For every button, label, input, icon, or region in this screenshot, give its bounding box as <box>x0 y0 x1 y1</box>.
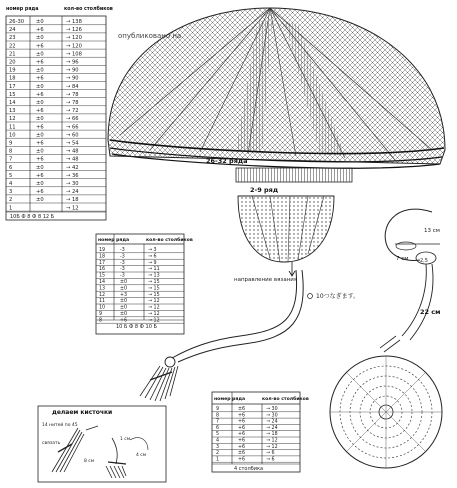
table-cell: → 90 <box>66 75 79 82</box>
table-cell: → 60 <box>66 132 79 139</box>
table-cell: 11 <box>9 124 16 131</box>
table-cell: 23 <box>9 35 16 42</box>
table-cell: 15 <box>99 273 106 279</box>
table-cell: 1 <box>216 457 220 463</box>
table-bottom <box>212 392 300 472</box>
table-cell: → 138 <box>66 19 82 25</box>
table-cell: → 48 <box>66 148 79 155</box>
table-cell: 10 <box>99 305 106 311</box>
tbot-footer: 4 столбика <box>234 466 264 472</box>
table-cell: 6 <box>216 425 220 431</box>
tmain-footer: 10Б Ф 8 Ф 8 12 Б <box>10 214 55 220</box>
table-cell: +6 <box>36 124 44 131</box>
connector-icon <box>308 294 313 299</box>
label-jp-note: 10つなぎます。 <box>316 293 360 300</box>
lamp-bulb <box>238 196 334 262</box>
label-13cm: 13 см <box>424 228 440 234</box>
table-cell: 17 <box>99 260 106 266</box>
table-cell: ±0 <box>120 312 128 317</box>
table-cell: 2 <box>9 197 13 204</box>
table-cell: 3 <box>216 444 220 450</box>
table-cell: -3 <box>120 254 125 260</box>
table-cell: 16 <box>99 267 106 273</box>
table-cell: → 42 <box>66 164 79 171</box>
table-cell: 22 <box>9 43 16 50</box>
table-cell: → 18 <box>66 197 79 204</box>
table-cell: -3 <box>120 267 125 273</box>
label-direction: направление вязания <box>234 277 298 283</box>
table-cell: → 66 <box>66 116 79 123</box>
table-cell: → 18 <box>266 432 278 438</box>
table-cell: 24 <box>9 27 16 34</box>
table-cell: +6 <box>36 59 44 66</box>
table-cell: → 15 <box>148 286 160 292</box>
tbot-header-1: номер ряда <box>214 397 246 402</box>
table-cell: → 36 <box>66 172 79 179</box>
table-cell: +6 <box>238 438 246 444</box>
table-cell: → 3 <box>148 248 157 253</box>
round-base <box>330 356 442 468</box>
table-cell: → 6 <box>148 254 157 260</box>
table-cell: 4 <box>216 438 220 444</box>
table-cell: → 15 <box>148 292 160 298</box>
tassel-title: делаем кисточки <box>52 409 113 416</box>
table-cell: 14 <box>9 100 16 106</box>
table-cell: ±0 <box>36 116 44 123</box>
table-cell: ±0 <box>36 197 44 204</box>
tassel-note-1: 14 нитей по 45 <box>42 423 78 428</box>
table-cell: → 30 <box>266 413 278 419</box>
table-cell: 20 <box>9 59 16 66</box>
table-cell: → 120 <box>66 35 82 42</box>
tassel-note-5: 4 см <box>136 453 147 458</box>
table-cell: 8 <box>9 148 13 155</box>
tassel-note-3: 8 см <box>84 459 95 464</box>
table-cell: ±6 <box>238 451 246 457</box>
table-cell: → 9 <box>148 260 157 266</box>
table-cell: 8 <box>99 318 103 324</box>
table-cell: 14 <box>99 280 106 285</box>
table-cell: 5 <box>9 172 13 179</box>
table-cell: → 6 <box>266 451 275 457</box>
tassel-note-2: связать <box>42 441 61 446</box>
tmain-header-2: кол-во столбиков <box>64 7 113 12</box>
table-cell: +6 <box>36 75 44 82</box>
table-cell: 8 <box>216 413 220 419</box>
table-cell: → 30 <box>266 407 278 412</box>
table-cell: 13 <box>9 108 16 115</box>
table-cell: ±0 <box>36 51 44 58</box>
direction-arrow <box>289 262 295 276</box>
table-cell: ±0 <box>36 35 44 42</box>
table-cell: → 12 <box>148 299 160 305</box>
table-cell: +6 <box>238 444 246 450</box>
table-cell: → 24 <box>66 189 79 196</box>
label-7cm: 7 см <box>396 256 409 262</box>
table-cell: 9 <box>9 140 13 147</box>
table-cell: 12 <box>99 292 106 298</box>
tmain-header-1: номер ряда <box>6 7 39 12</box>
table-cell: ±0 <box>120 280 128 285</box>
table-cell: 15 <box>9 91 16 98</box>
table-cell: ±6 <box>238 407 246 412</box>
table-cell: -3 <box>120 260 125 266</box>
table-cell: → 66 <box>66 124 79 131</box>
table-cell: → 24 <box>266 425 278 431</box>
table-cell: → 12 <box>148 312 160 317</box>
table-cell: 3 <box>9 189 13 196</box>
table-cell: → 12 <box>66 205 79 212</box>
lamp-neck-band <box>236 168 352 182</box>
table-main <box>6 16 106 220</box>
tbot-header-2: кол-во столбиков <box>262 397 309 402</box>
table-cell: → 78 <box>66 91 79 98</box>
table-cell: 5 <box>216 432 220 438</box>
table-cell: +6 <box>36 43 44 50</box>
table-cell: 19 <box>99 248 106 253</box>
table-cell: ±0 <box>36 100 44 106</box>
table-cell: 13 <box>99 286 106 292</box>
table-cell: → 54 <box>66 140 79 147</box>
table-cell: 12 <box>9 116 16 123</box>
table-cell: 6 <box>9 164 13 171</box>
lamp-cord <box>172 270 303 362</box>
table-cell: ±0 <box>120 286 128 292</box>
label-22cm: 22 см <box>420 308 441 316</box>
table-cell: ±0 <box>36 132 44 139</box>
table-cell: 19 <box>9 67 16 74</box>
table-cell: +6 <box>238 419 246 425</box>
table-cell: +6 <box>36 108 44 115</box>
table-cell: +6 <box>238 457 246 463</box>
table-cell: 4 <box>9 181 13 187</box>
table-cell: ±0 <box>36 181 44 187</box>
table-cell: ±0 <box>36 19 44 25</box>
table-cell: 11 <box>99 299 106 305</box>
table-cell: +3 <box>120 292 128 298</box>
table-cell: 2 <box>216 451 220 457</box>
table-cell: → 11 <box>148 267 160 273</box>
table-cell: +6 <box>238 425 246 431</box>
table-cell: 9 <box>216 407 220 412</box>
table-cell: -3 <box>120 248 125 253</box>
table-cell: → 15 <box>148 280 160 285</box>
table-cell: ±0 <box>36 164 44 171</box>
table-cell: → 90 <box>66 67 79 74</box>
table-cell: ±0 <box>36 83 44 90</box>
watermark: опубликовано на <box>118 32 182 40</box>
table-cell: → 84 <box>66 83 79 90</box>
label-rows-2-9: 2-9 ряд <box>250 186 279 194</box>
table-cell: → 30 <box>66 181 79 187</box>
table-cell: → 24 <box>266 419 278 425</box>
tmid-header-1: номер ряда <box>98 238 130 243</box>
table-cell: 7 <box>216 419 220 425</box>
table-cell: +6 <box>36 140 44 147</box>
table-cell: 1 <box>9 205 13 212</box>
table-cell: 9 <box>99 312 103 317</box>
table-cell: +6 <box>36 156 44 163</box>
table-cell: → 108 <box>66 51 82 58</box>
table-mid <box>96 234 184 334</box>
table-cell: → 6 <box>266 457 275 463</box>
table-cell: +6 <box>238 413 246 419</box>
table-cell: → 120 <box>66 43 82 50</box>
table-cell: -3 <box>120 273 125 279</box>
tmid-footer: 10 Б Ф 8 Ф 10 Б <box>116 324 157 330</box>
table-cell: +6 <box>238 432 246 438</box>
table-cell: +6 <box>36 27 44 34</box>
cord-tassel <box>140 357 178 401</box>
tmid-header-2: кол-во столбиков <box>146 238 193 243</box>
table-cell: 18 <box>9 75 16 82</box>
table-cell: ±0 <box>36 148 44 155</box>
table-cell: 7 <box>9 156 13 163</box>
table-cell: → 72 <box>66 108 79 115</box>
table-cell: +6 <box>36 172 44 179</box>
tassel-note-4: 1 см <box>120 437 131 442</box>
table-cell: 17 <box>9 83 16 90</box>
table-cell: → 12 <box>266 444 278 450</box>
table-cell: +6 <box>120 318 128 324</box>
table-cell: → 12 <box>266 438 278 444</box>
table-cell: → 96 <box>66 59 79 66</box>
table-cell: 21 <box>9 51 16 58</box>
table-cell: +6 <box>36 189 44 196</box>
table-cell: → 12 <box>148 318 160 324</box>
table-cell: → 12 <box>148 305 160 311</box>
table-cell: → 126 <box>66 27 82 34</box>
table-cell: 10 <box>9 132 16 139</box>
table-cell: ±0 <box>36 67 44 74</box>
table-cell: 18 <box>99 254 106 260</box>
table-cell: → 48 <box>66 156 79 163</box>
label-2-5: 2,5 <box>420 258 428 264</box>
table-cell: ±0 <box>120 305 128 311</box>
table-cell: ±0 <box>120 299 128 305</box>
label-rows-26-32: 26-32 ряда <box>206 157 248 165</box>
table-cell: → 78 <box>66 100 79 106</box>
table-cell: → 13 <box>148 273 160 279</box>
table-cell: 26-30 <box>9 19 25 25</box>
table-cell: +6 <box>36 91 44 98</box>
